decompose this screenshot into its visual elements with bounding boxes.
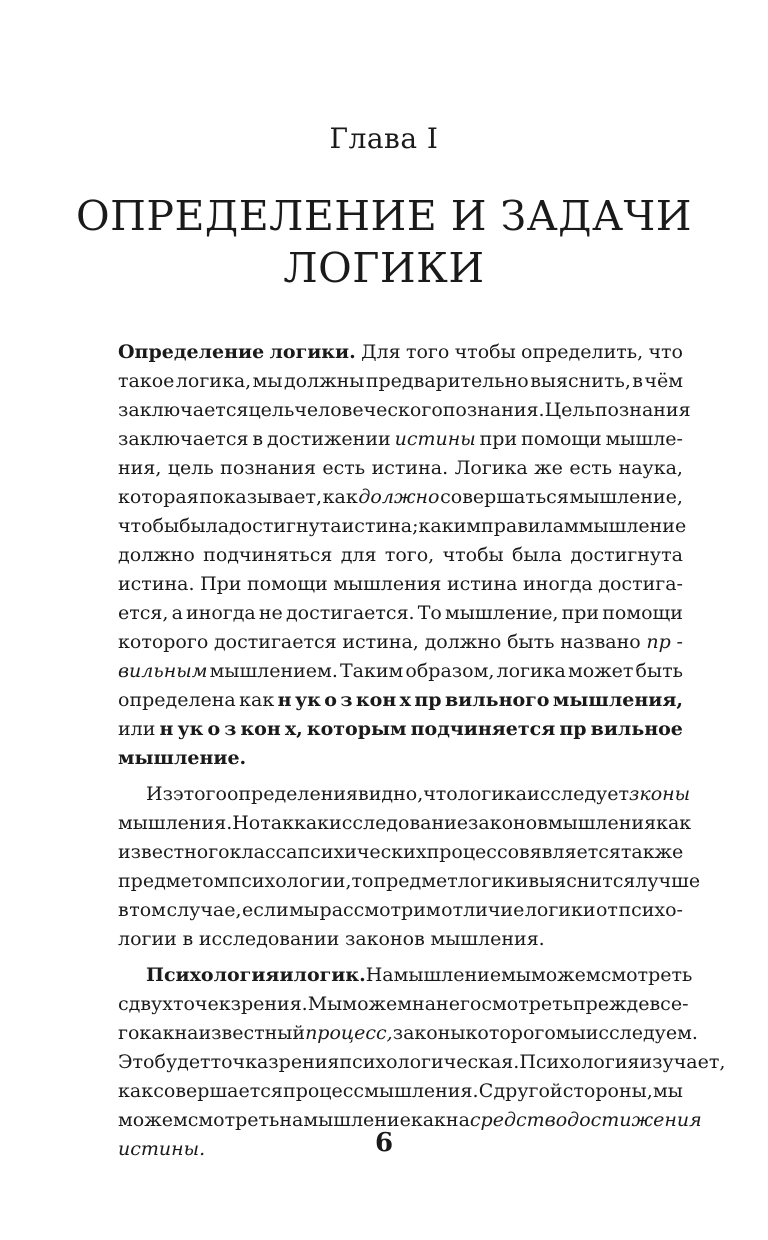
chapter-title-line-1: ОПРЕДЕЛЕНИЕ И ЗАДАЧИ [76,192,692,240]
word: вильного [444,689,550,711]
text-line [118,396,691,425]
word: психологическая. [339,1051,520,1073]
word: смотреть [481,993,573,1015]
word: достига- [598,573,683,595]
word: х, [284,718,303,740]
word: не [258,602,283,624]
word: предметом [118,870,229,892]
word: законов [344,928,425,950]
word: мышление, [444,602,559,624]
word: названо [560,631,641,653]
word: точек [172,993,231,1015]
word: должно [358,486,440,508]
word: логики. [269,341,356,363]
word: для [340,544,377,566]
word: наука, [618,457,683,479]
word: то [351,870,374,892]
word: законы [392,1022,466,1044]
word: подчиняться [203,544,333,566]
word: истина [446,573,518,595]
word: известного [118,841,230,863]
paragraph [118,780,701,954]
word: цель [167,457,214,479]
word: исследует [527,783,629,805]
word: пр [646,631,671,653]
text-line [118,1077,683,1106]
word: определения [226,783,359,805]
word: прежде [572,993,650,1015]
word: была [179,515,230,537]
word: То [417,602,442,624]
word: того, [384,544,435,566]
word: иногда [186,602,256,624]
page-number: 6 [374,1128,394,1158]
word: мышление, [569,486,683,508]
word: достижении [267,428,391,450]
text-line [118,425,683,454]
word: Определение [118,341,265,363]
word: ется, [118,602,169,624]
word: подчиняется [410,718,556,740]
word: с [118,993,129,1015]
word: быть [507,631,555,653]
word: а [171,602,183,624]
text-line [118,628,683,657]
word: стороны, [562,1080,653,1102]
word: можем [342,993,413,1015]
word: что [423,783,458,805]
word: на [174,1022,199,1044]
word: чтобы [118,515,180,537]
word: ук [177,718,204,740]
word: истины. [118,1138,206,1160]
word: была [512,544,562,566]
word: исследуем. [585,1022,698,1044]
word: быть [635,660,683,682]
word: При [200,573,242,595]
word: психо- [618,899,683,921]
word: помощи [521,428,602,450]
word: мы [555,1022,586,1044]
word: в [252,428,264,450]
word: мышления. [364,1080,479,1102]
body-text [118,338,726,1164]
word: з [340,689,353,711]
word: должно [424,631,502,653]
text-line [118,867,701,896]
word: такое [118,370,175,392]
word: познания [220,457,316,479]
word: определена [118,689,236,711]
word: мышле- [605,428,683,450]
word: Это [118,1051,155,1073]
word: которого [465,1022,556,1044]
word: зрения [268,1051,340,1073]
word: пр [559,718,587,740]
word: мышлением. [209,660,338,682]
text-line [118,838,683,867]
word: кон [240,718,281,740]
word: того [405,341,450,363]
word: этого [172,783,227,805]
word: смотреть [600,964,693,986]
word: логика, [175,370,252,392]
text-line [118,570,683,599]
word: рассмотрим [319,899,441,921]
word: цель [248,399,295,421]
word: мышление [303,1109,411,1131]
word: предмет [373,870,458,892]
word: том [129,899,166,921]
word: познания. [442,399,545,421]
word: на [445,1109,470,1131]
chapter-title [0,190,768,294]
word: - [676,631,683,653]
word: случае, [166,899,242,921]
word: двух [128,993,173,1015]
word: н [277,689,292,711]
word: совершается [153,1080,283,1102]
text-line [118,715,683,744]
word: него [436,993,482,1015]
word: познания [594,399,691,421]
word: изучает, [639,1051,726,1073]
word: истины [394,428,476,450]
chapter-title-line-2: ЛОГИКИ [283,244,485,292]
text-line [118,780,691,809]
word: исследование [329,812,469,834]
word: есть [569,457,613,479]
word: коны [639,783,691,805]
word: которая [118,486,199,508]
word: или [118,718,156,740]
word: должно [118,544,195,566]
word: мы [289,899,320,921]
word: выяснится [528,870,636,892]
word: психических [297,841,427,863]
word: законов [468,812,548,834]
word: видно, [358,783,424,805]
word: Цель [544,399,595,421]
word: пр [414,689,442,711]
word: достигается. [285,602,415,624]
word: мы [653,1080,683,1102]
word: совершаться [440,486,569,508]
word: предварительно [365,370,529,392]
word: мы [252,370,283,392]
word: в [182,928,194,950]
word: логики [457,870,529,892]
word: которого [118,631,209,653]
word: от [595,899,618,921]
word: мышления [547,812,657,834]
text-line [118,744,683,773]
word: на [412,993,437,1015]
word: другой [493,1080,563,1102]
word: Логика [454,457,528,479]
paragraph-gap [118,954,683,961]
word: мышления, [552,689,683,711]
word: как [322,486,358,508]
word: логики [524,899,596,921]
text-line [118,1048,726,1077]
word: мышления [333,573,442,595]
word: и [279,964,294,986]
word: процесс, [305,1022,393,1044]
word: з [224,718,237,740]
text-line [118,925,683,954]
word: з [629,783,640,805]
word: о [207,718,221,740]
word: психологии, [228,870,352,892]
word: правилам [481,515,579,537]
word: исследовании [198,928,340,950]
word: помощи [247,573,328,595]
word: можем [118,1109,188,1131]
word: истина. [118,573,195,595]
text-line [118,961,693,990]
word: Психология [519,1051,640,1073]
word: достигнута [229,515,342,537]
word: вильное [590,718,683,740]
word: так [260,812,294,834]
word: образом, [405,660,495,682]
word: кон [355,689,397,711]
word: чтобы [454,341,516,363]
text-line [118,338,683,367]
word: же [534,457,563,479]
word: показывает, [199,486,322,508]
text-line [118,809,692,838]
text-line [118,896,683,925]
word: . [359,964,366,986]
text-line [118,454,683,483]
word: заключается [118,399,249,421]
text-line [118,1019,698,1048]
word: точка [210,1051,269,1073]
text-line [118,483,683,512]
word: Но [232,812,261,834]
word: можем [530,964,601,986]
word: Психология [146,964,280,986]
word: логик [293,964,360,986]
word: как [656,812,692,834]
text-line [118,541,683,570]
word: будет [154,1051,211,1073]
word: также [620,841,684,863]
word: помощи [602,602,683,624]
word: истина. [371,457,449,479]
word: Из [146,783,173,805]
word: может [567,660,634,682]
word: в [118,899,129,921]
word: ук [294,689,321,711]
text-line [118,657,683,686]
word: человеческого [294,399,443,421]
word: является [529,841,621,863]
text-line [118,367,683,396]
word: все- [649,993,689,1015]
word: как [139,1022,175,1044]
word: ния, [118,457,162,479]
word: лучше [635,870,701,892]
word: мышление [578,515,687,537]
word: что [648,341,683,363]
word: х [399,689,411,711]
word: при [479,428,518,450]
word: если [242,899,289,921]
word: мышления. [118,812,233,834]
word: достигается [213,631,337,653]
word: истина, [342,631,419,653]
word: Таким [339,660,404,682]
word: как [239,689,275,711]
text-line [118,686,683,715]
text-line [118,512,687,541]
word: каким [418,515,482,537]
word: истина; [341,515,419,537]
word: на [279,1109,304,1131]
word: выяснить, [530,370,631,392]
word: отличие [441,899,525,921]
word: чём [644,370,683,392]
word: средство [469,1109,568,1131]
word: зрения. [230,993,308,1015]
paragraph-gap [118,773,683,780]
word: иногда [523,573,593,595]
word: достигнута [570,544,683,566]
word: мы [501,964,531,986]
word: На [365,964,394,986]
word: С [478,1080,494,1102]
word: как [293,812,330,834]
chapter-label: Глава I [329,122,439,155]
word: которым [306,718,407,740]
word: при [561,602,600,624]
text-line [118,990,689,1019]
word: должны [283,370,365,392]
word: есть [322,457,366,479]
word: класса [229,841,298,863]
word: Мы [307,993,343,1015]
word: мышление [393,964,502,986]
word: н [159,718,174,740]
word: о [324,689,337,711]
word: Для [361,341,401,363]
word: смотреть [187,1109,280,1131]
word: мышление. [118,747,247,769]
word: как [118,1080,154,1102]
word: го [118,1022,140,1044]
word: логии [118,928,177,950]
word: вильным [118,660,208,682]
paragraph [118,338,691,773]
word: заключается [118,428,249,450]
word: как [410,1109,446,1131]
word: процессов [426,841,530,863]
word: мышления. [430,928,545,950]
text-line [118,599,683,628]
word: известный [198,1022,306,1044]
word: логика [496,660,566,682]
word: определить, [521,341,644,363]
word: в [632,370,643,392]
word: чтобы [442,544,504,566]
word: достижения [567,1109,702,1131]
word: логика [457,783,528,805]
word: процесс [283,1080,365,1102]
